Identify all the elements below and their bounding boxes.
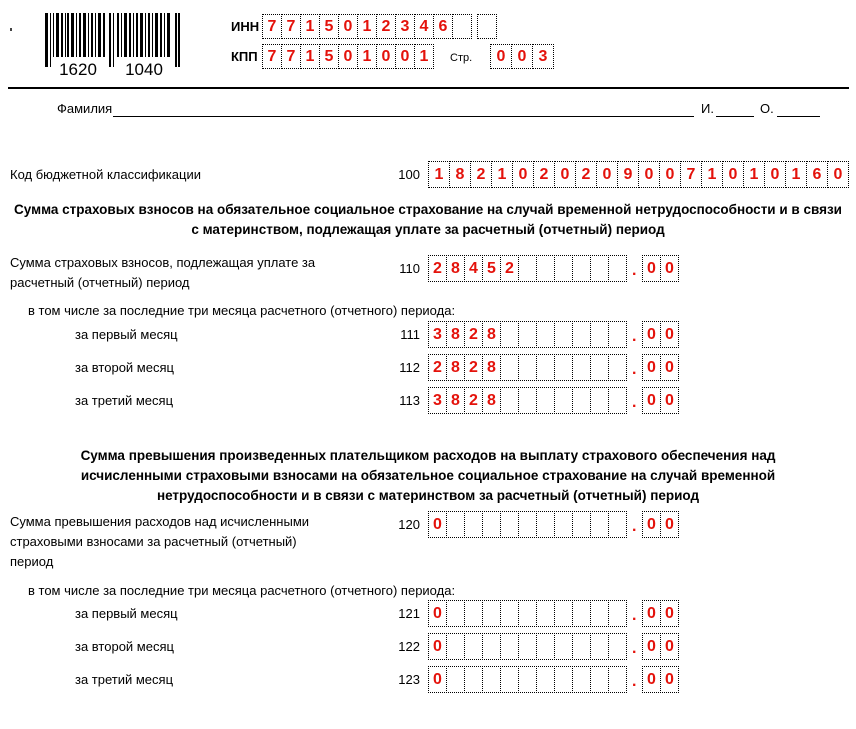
digit-cell [590, 666, 609, 693]
field-110-label: Сумма страховых взносов, подлежащая уплате за расчетный (отчетный) период [10, 255, 316, 290]
digit-cell: 0 [338, 44, 358, 69]
digit-cell [500, 321, 519, 348]
digit-cell: 0 [554, 161, 576, 188]
digit-cell [464, 511, 483, 538]
digit-cell [590, 633, 609, 660]
digit-cell [518, 387, 537, 414]
digit-cell: 7 [281, 14, 301, 39]
digit-cell: 8 [446, 321, 465, 348]
field-112-rubles [428, 354, 627, 381]
section2-title: Сумма превышения произведенных плательщиком расходов на выплату страхового обеспечения над исчисленными страховыми взносами на обязательное социальное страхование на случай временной нетрудоспособности и в связи с материнством за расчетный (отчетный) период [80, 448, 776, 503]
digit-cell [518, 600, 537, 627]
digit-cell: 1 [300, 44, 320, 69]
field-121-decimal-dot: . [632, 607, 637, 624]
digit-cell [572, 633, 591, 660]
digit-cell [608, 666, 627, 693]
digit-cell: 0 [490, 44, 512, 69]
field-110-rubles [428, 255, 627, 282]
digit-cell [446, 511, 465, 538]
digit-cell: 0 [642, 511, 661, 538]
digit-cell: 1 [357, 44, 377, 69]
digit-cell: 0 [395, 44, 415, 69]
digit-cell: 0 [659, 161, 681, 188]
page-number-field [490, 44, 554, 69]
digit-cell: 0 [660, 255, 679, 282]
digit-cell: 0 [722, 161, 744, 188]
digit-cell [500, 511, 519, 538]
field-111-kopecks [642, 321, 679, 348]
digit-cell: 8 [482, 354, 501, 381]
barcode-bars [45, 13, 180, 67]
kbk-label: Код бюджетной классификации [10, 167, 201, 182]
digit-cell: 1 [357, 14, 377, 39]
digit-cell [518, 633, 537, 660]
digit-cell: 2 [428, 255, 447, 282]
barcode-digits-right: 1040 [125, 60, 163, 79]
digit-cell [590, 387, 609, 414]
field-120-decimal-dot: . [632, 518, 637, 535]
digit-cell: 0 [642, 387, 661, 414]
digit-cell: 2 [464, 321, 483, 348]
digit-cell: 0 [642, 633, 661, 660]
digit-cell: 0 [642, 255, 661, 282]
field-122-rubles [428, 633, 627, 660]
digit-cell [554, 600, 573, 627]
digit-cell: 9 [617, 161, 639, 188]
digit-cell: 3 [428, 387, 447, 414]
digit-cell [572, 255, 591, 282]
digit-cell: 2 [464, 354, 483, 381]
digit-cell: 0 [660, 600, 679, 627]
page-number-label: Стр. [450, 52, 473, 64]
digit-cell [518, 511, 537, 538]
field-120-rubles [428, 511, 627, 538]
digit-cell [500, 600, 519, 627]
digit-cell [572, 354, 591, 381]
digit-cell: 1 [300, 14, 320, 39]
digit-cell: 3 [395, 14, 415, 39]
digit-cell: 6 [806, 161, 828, 188]
digit-cell: 2 [533, 161, 555, 188]
digit-cell [446, 633, 465, 660]
digit-cell [446, 666, 465, 693]
field-112-decimal-dot: . [632, 361, 637, 378]
field-111-label: за первый месяц [75, 327, 178, 342]
digit-cell: 0 [428, 666, 447, 693]
digit-cell [464, 600, 483, 627]
digit-cell [608, 633, 627, 660]
digit-cell: 0 [511, 44, 533, 69]
digit-cell [572, 321, 591, 348]
digit-cell [590, 321, 609, 348]
middle-initial-line [777, 101, 820, 117]
form-barcode [45, 13, 180, 81]
kbk-field [428, 161, 849, 188]
digit-cell: 0 [642, 321, 661, 348]
field-112-kopecks [642, 354, 679, 381]
digit-cell [554, 633, 573, 660]
digit-cell [518, 255, 537, 282]
digit-cell [536, 255, 555, 282]
digit-cell: 0 [660, 633, 679, 660]
digit-cell: 5 [319, 44, 339, 69]
digit-cell: 0 [428, 633, 447, 660]
field-112-label: за второй месяц [75, 360, 174, 375]
field-110-code: 110 [399, 261, 420, 276]
digit-cell [608, 354, 627, 381]
digit-cell: 0 [512, 161, 534, 188]
digit-cell: 8 [446, 387, 465, 414]
digit-cell [554, 255, 573, 282]
digit-cell [536, 354, 555, 381]
digit-cell [482, 666, 501, 693]
digit-cell: 0 [764, 161, 786, 188]
digit-cell [518, 666, 537, 693]
digit-cell [608, 387, 627, 414]
field-121-kopecks [642, 600, 679, 627]
digit-cell: 2 [376, 14, 396, 39]
digit-cell [536, 600, 555, 627]
field-111-decimal-dot: . [632, 328, 637, 345]
kpp-label: КПП [231, 49, 258, 64]
digit-cell [452, 14, 472, 39]
digit-cell [554, 321, 573, 348]
digit-cell: 0 [338, 14, 358, 39]
digit-cell: 0 [660, 666, 679, 693]
digit-cell: 2 [428, 354, 447, 381]
digit-cell: 4 [464, 255, 483, 282]
digit-cell: 7 [281, 44, 301, 69]
section1-subnote: в том числе за последние три месяца расчетного (отчетного) периода: [28, 303, 456, 318]
field-121-rubles [428, 600, 627, 627]
digit-cell: 0 [596, 161, 618, 188]
digit-cell [572, 511, 591, 538]
digit-cell [500, 633, 519, 660]
digit-cell [608, 321, 627, 348]
digit-cell [572, 387, 591, 414]
digit-cell [464, 666, 483, 693]
digit-cell [554, 387, 573, 414]
digit-cell: 7 [262, 14, 282, 39]
digit-cell: 0 [642, 666, 661, 693]
field-121-label: за первый месяц [75, 606, 178, 621]
digit-cell [477, 14, 497, 39]
corner-mark [10, 28, 12, 31]
digit-cell: 1 [414, 44, 434, 69]
digit-cell [536, 511, 555, 538]
field-110-kopecks [642, 255, 679, 282]
section2-subnote: в том числе за последние три месяца расчетного (отчетного) периода: [28, 583, 456, 598]
first-initial-label: И. [701, 101, 714, 116]
digit-cell [572, 666, 591, 693]
field-113-kopecks [642, 387, 679, 414]
digit-cell: 8 [482, 321, 501, 348]
digit-cell: 8 [446, 255, 465, 282]
field-121-code: 121 [398, 606, 420, 621]
field-123-code: 123 [398, 672, 420, 687]
digit-cell [554, 666, 573, 693]
digit-cell: 2 [470, 161, 492, 188]
digit-cell [536, 321, 555, 348]
digit-cell [518, 354, 537, 381]
digit-cell: 8 [482, 387, 501, 414]
inn-label: ИНН [231, 19, 260, 34]
header-divider [8, 87, 849, 89]
surname-label: Фамилия [57, 101, 113, 116]
digit-cell [482, 511, 501, 538]
digit-cell [536, 666, 555, 693]
digit-cell: 0 [376, 44, 396, 69]
digit-cell [608, 255, 627, 282]
digit-cell [518, 321, 537, 348]
field-122-code: 122 [398, 639, 420, 654]
digit-cell: 8 [449, 161, 471, 188]
digit-cell: 0 [660, 321, 679, 348]
digit-cell: 3 [532, 44, 554, 69]
digit-cell [500, 666, 519, 693]
digit-cell: 4 [414, 14, 434, 39]
digit-cell [446, 600, 465, 627]
digit-cell: 0 [660, 354, 679, 381]
field-123-decimal-dot: . [632, 673, 637, 690]
field-120-code: 120 [398, 517, 420, 532]
digit-cell: 7 [262, 44, 282, 69]
field-113-label: за третий месяц [75, 393, 174, 408]
digit-cell: 0 [827, 161, 849, 188]
digit-cell [590, 255, 609, 282]
digit-cell [536, 633, 555, 660]
digit-cell: 2 [464, 387, 483, 414]
inn-field [262, 14, 497, 39]
digit-cell: 1 [743, 161, 765, 188]
digit-cell [482, 633, 501, 660]
digit-cell: 2 [500, 255, 519, 282]
field-111-rubles [428, 321, 627, 348]
barcode-digits-left: 1620 [59, 60, 97, 79]
field-113-decimal-dot: . [632, 394, 637, 411]
digit-cell [500, 354, 519, 381]
field-120-label: Сумма превышения расходов над исчисленными страховыми взносами за расчетный (отчетный) период [10, 514, 310, 569]
digit-cell: 0 [642, 354, 661, 381]
field-110-decimal-dot: . [632, 262, 637, 279]
digit-cell: 0 [642, 600, 661, 627]
digit-cell: 0 [638, 161, 660, 188]
digit-cell: 3 [428, 321, 447, 348]
digit-cell: 0 [428, 600, 447, 627]
field-123-kopecks [642, 666, 679, 693]
digit-cell [482, 600, 501, 627]
field-123-label: за третий месяц [75, 672, 174, 687]
digit-cell: 0 [428, 511, 447, 538]
field-122-label: за второй месяц [75, 639, 174, 654]
digit-cell [590, 511, 609, 538]
middle-initial-label: О. [760, 101, 774, 116]
kpp-field [262, 44, 434, 69]
digit-cell [536, 387, 555, 414]
field-123-rubles [428, 666, 627, 693]
digit-cell [608, 600, 627, 627]
first-initial-line [716, 101, 754, 117]
digit-cell: 2 [575, 161, 597, 188]
digit-cell: 0 [660, 511, 679, 538]
digit-cell: 1 [701, 161, 723, 188]
digit-cell [572, 600, 591, 627]
digit-cell [554, 511, 573, 538]
digit-cell: 0 [660, 387, 679, 414]
field-113-rubles [428, 387, 627, 414]
digit-cell: 1 [785, 161, 807, 188]
digit-cell [590, 600, 609, 627]
digit-cell [590, 354, 609, 381]
digit-cell: 5 [319, 14, 339, 39]
digit-cell: 8 [446, 354, 465, 381]
surname-line [113, 101, 694, 117]
digit-cell: 1 [491, 161, 513, 188]
digit-cell: 1 [428, 161, 450, 188]
digit-cell: 6 [433, 14, 453, 39]
digit-cell: 7 [680, 161, 702, 188]
digit-cell [500, 387, 519, 414]
field-111-code: 111 [400, 327, 420, 342]
digit-cell [608, 511, 627, 538]
field-112-code: 112 [399, 360, 420, 375]
digit-cell [464, 633, 483, 660]
digit-cell: 5 [482, 255, 501, 282]
field-113-code: 113 [399, 393, 420, 408]
section1-title: Сумма страховых взносов на обязательное социальное страхование на случай временной нетрудоспособности и в связи с материнством, подлежащая уплате за расчетный (отчетный) период [14, 202, 842, 237]
field-120-kopecks [642, 511, 679, 538]
field-122-kopecks [642, 633, 679, 660]
field-122-decimal-dot: . [632, 640, 637, 657]
digit-cell [554, 354, 573, 381]
kbk-field-code: 100 [398, 167, 420, 182]
